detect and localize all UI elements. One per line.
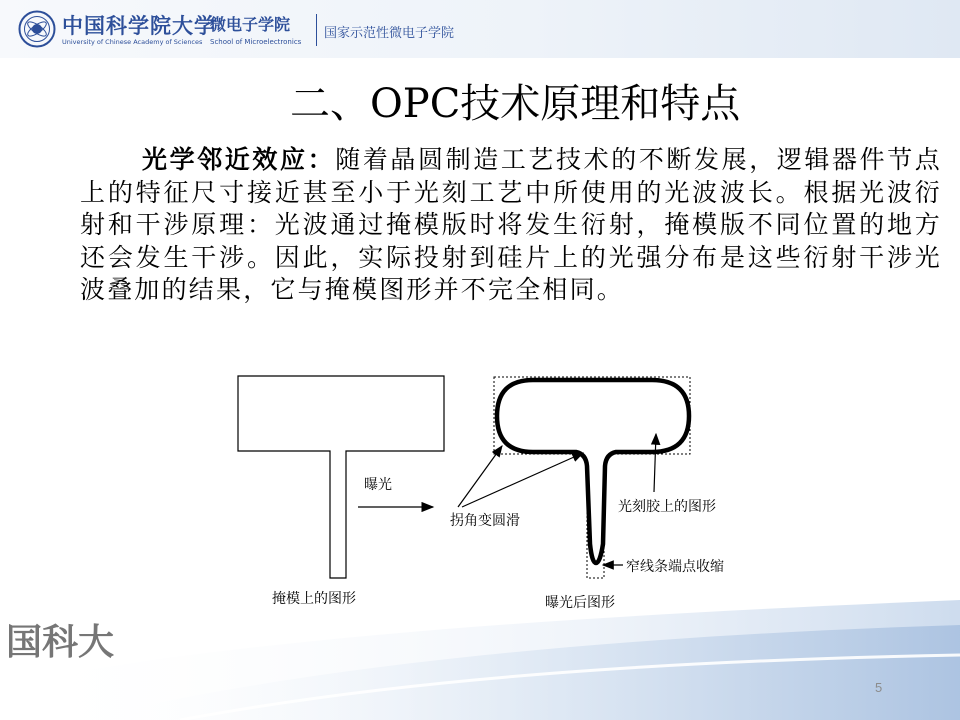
paragraph-text: 随着晶圆制造工艺技术的不断发展，逻辑器件节点上的特征尺寸接近甚至小于光刻工艺中所使用的光波波长。根据光波衍射和干涉原理：光波通过掩模版时将发生衍射，掩模版不同位置的地方还会发生干涉。因此，实际投射到硅片上的光强分布是这些衍射干涉光波叠加的结果，它与掩模图形并不完全相同。 bbox=[80, 145, 943, 304]
school-name-en: School of Microelectronics bbox=[210, 38, 302, 46]
university-name-en: University of Chinese Academy of Sciences bbox=[62, 38, 203, 46]
line-end-label: 窄线条端点收缩 bbox=[626, 559, 724, 575]
ucas-footer-logo: 国科大 bbox=[6, 621, 115, 663]
body-paragraph bbox=[80, 144, 942, 307]
exposure-label: 曝光 bbox=[364, 477, 392, 493]
bottom-wave-decoration bbox=[0, 560, 960, 720]
mask-pattern-label: 掩模上的图形 bbox=[272, 591, 356, 607]
university-name-cn: 中国科学院大学 bbox=[62, 13, 216, 38]
page-number: 5 bbox=[875, 680, 883, 695]
corner-rounding-label: 拐角变圆滑 bbox=[450, 513, 520, 529]
school-name-cn: 微电子学院 bbox=[210, 15, 291, 34]
slide-title: 二、OPC技术原理和特点 bbox=[290, 81, 741, 127]
header-tagline: 国家示范性微电子学院 bbox=[324, 26, 455, 41]
corner-arrow-right bbox=[462, 453, 583, 507]
header-divider bbox=[316, 14, 317, 46]
ucas-seal-icon bbox=[18, 10, 56, 48]
resist-pattern-label: 光刻胶上的图形 bbox=[618, 499, 716, 515]
after-exposure-label: 曝光后图形 bbox=[545, 595, 615, 611]
term-colon: ： bbox=[307, 145, 336, 174]
mask-t-shape bbox=[238, 376, 444, 578]
term-heading: 光学邻近效应 bbox=[142, 145, 308, 174]
exposed-pattern bbox=[497, 380, 689, 563]
corner-arrow-left bbox=[458, 446, 502, 507]
